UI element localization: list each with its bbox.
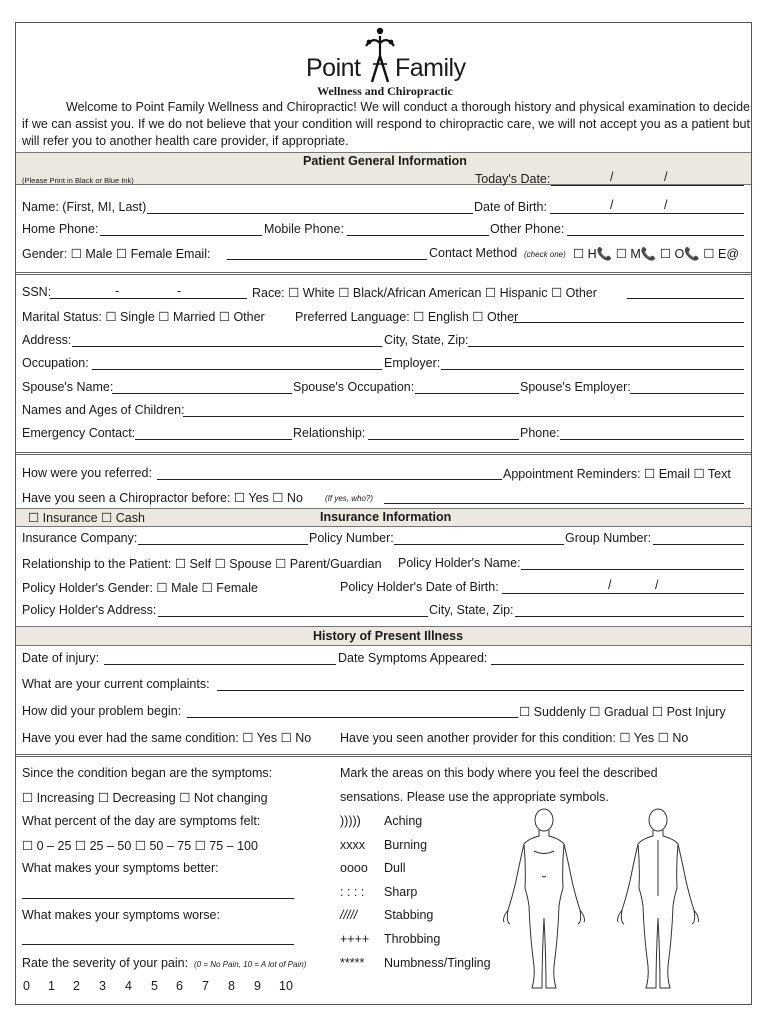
relationship-to-patient[interactable]: Relationship to the Patient: ☐ Self ☐ Spouse ☐ Parent/Guardian bbox=[22, 557, 382, 571]
city-state-zip-label: City, State, Zip: bbox=[384, 333, 469, 347]
spouse-employer-field[interactable] bbox=[630, 393, 744, 394]
mobile-phone-field[interactable] bbox=[347, 235, 489, 236]
date-slash: / bbox=[664, 198, 668, 212]
mark-areas-line1: Mark the areas on this body where you feel the described bbox=[340, 766, 658, 780]
scale-option[interactable]: 8 bbox=[228, 979, 235, 993]
legend-symbol: ++++ bbox=[340, 932, 370, 946]
current-complaints-field[interactable] bbox=[217, 690, 744, 691]
legend-symbol: : : : : bbox=[340, 885, 365, 899]
referred-label: How were you referred: bbox=[22, 466, 152, 480]
insurance-company-field[interactable] bbox=[138, 544, 308, 545]
scale-option[interactable]: 1 bbox=[48, 979, 55, 993]
referred-field[interactable] bbox=[157, 479, 502, 480]
section-title-insurance: Insurance Information bbox=[320, 510, 452, 524]
another-provider[interactable]: Have you seen another provider for this condition: ☐ Yes ☐ No bbox=[340, 731, 689, 745]
divider bbox=[16, 272, 751, 275]
legend-label: Dull bbox=[384, 861, 406, 875]
since-condition-label: Since the condition began are the symptoms: bbox=[22, 766, 273, 780]
scale-option[interactable]: 0 bbox=[23, 979, 30, 993]
scale-option[interactable]: 7 bbox=[202, 979, 209, 993]
date-slash: / bbox=[608, 578, 612, 592]
emergency-contact-field[interactable] bbox=[135, 439, 292, 440]
race-other-field[interactable] bbox=[627, 298, 744, 299]
scale-option[interactable]: 6 bbox=[176, 979, 183, 993]
symptom-trend-options[interactable]: ☐ Increasing ☐ Decreasing ☐ Not changing bbox=[22, 791, 268, 805]
severity-note: (0 = No Pain, 10 = A lot of Pain) bbox=[194, 960, 307, 969]
policy-holder-address-field[interactable] bbox=[158, 616, 428, 617]
legend-label: Sharp bbox=[384, 885, 418, 899]
relationship-field[interactable] bbox=[368, 439, 519, 440]
section-title-history: History of Present Illness bbox=[313, 629, 464, 643]
scale-option[interactable]: 5 bbox=[151, 979, 158, 993]
current-complaints-label: What are your current complaints: bbox=[22, 677, 210, 691]
policy-number-label: Policy Number: bbox=[309, 531, 394, 545]
contact-method-label: Contact Method bbox=[429, 246, 518, 260]
email-field[interactable] bbox=[227, 259, 427, 260]
chiropractor-before[interactable]: Have you seen a Chiropractor before: ☐ Yes ☐ No bbox=[22, 491, 303, 505]
problem-begin-options[interactable]: ☐ Suddenly ☐ Gradual ☐ Post Injury bbox=[519, 705, 726, 719]
better-field[interactable] bbox=[22, 898, 294, 899]
policy-holder-dob-label: Policy Holder's Date of Birth: bbox=[340, 580, 499, 594]
mobile-phone-label: Mobile Phone: bbox=[264, 222, 344, 236]
date-slash: / bbox=[610, 170, 614, 184]
legend-label: Burning bbox=[384, 838, 428, 852]
phone-field[interactable] bbox=[560, 439, 744, 440]
spouse-employer-label: Spouse's Employer: bbox=[520, 380, 631, 394]
policy-holder-address-label: Policy Holder's Address: bbox=[22, 603, 157, 617]
legend-label: Aching bbox=[384, 814, 423, 828]
section-title-general: Patient General Information bbox=[303, 154, 467, 168]
legend-symbol: ))))) bbox=[340, 814, 361, 828]
better-label: What makes your symptoms better: bbox=[22, 861, 219, 875]
spouse-occupation-field[interactable] bbox=[415, 393, 519, 394]
occupation-field[interactable] bbox=[92, 369, 382, 370]
ssn-dash: - bbox=[115, 284, 120, 298]
date-symptoms-field[interactable] bbox=[491, 664, 744, 665]
language-other-field[interactable] bbox=[513, 322, 744, 323]
occupation-label: Occupation: bbox=[22, 356, 89, 370]
date-symptoms-label: Date Symptoms Appeared: bbox=[338, 651, 488, 665]
todays-date-field[interactable] bbox=[551, 185, 744, 186]
employer-field[interactable] bbox=[441, 369, 744, 370]
scale-option[interactable]: 3 bbox=[99, 979, 106, 993]
insurance-city-state-zip-field[interactable] bbox=[515, 616, 744, 617]
policy-holder-dob-field[interactable] bbox=[502, 593, 744, 594]
policy-holder-gender[interactable]: Policy Holder's Gender: ☐ Male ☐ Female bbox=[22, 581, 258, 595]
contact-method-options[interactable]: ☐ H📞 ☐ M📞 ☐ O📞 ☐ E@ bbox=[573, 247, 740, 261]
logo-subtitle: Wellness and Chiropractic bbox=[317, 84, 453, 98]
todays-date-label: Today's Date: bbox=[475, 172, 551, 186]
payment-options[interactable]: ☐ Insurance ☐ Cash bbox=[28, 511, 145, 525]
date-slash: / bbox=[655, 578, 659, 592]
insurance-city-state-zip-label: City, State, Zip: bbox=[429, 603, 514, 617]
welcome-paragraph: Welcome to Point Family Wellness and Chiropractic! We will conduct a thorough history and physical examination to decide if we can assist you. If we do not believe that your condition will respond to chiropractic care, we will not accept you as a patient but will refer you to another health care provider, if appropriate. bbox=[22, 100, 750, 148]
appointment-reminders[interactable]: Appointment Reminders: ☐ Email ☐ Text bbox=[503, 467, 731, 481]
date-of-injury-field[interactable] bbox=[104, 664, 336, 665]
date-slash: / bbox=[610, 198, 614, 212]
legend-symbol: ***** bbox=[340, 956, 365, 970]
logo-right-word: Family bbox=[395, 54, 466, 82]
legend-symbol: ///// bbox=[340, 908, 358, 922]
name-field[interactable] bbox=[147, 213, 473, 214]
children-field[interactable] bbox=[183, 416, 744, 417]
scale-option[interactable]: 4 bbox=[125, 979, 132, 993]
body-front-diagram[interactable] bbox=[498, 806, 590, 996]
severity-label: Rate the severity of your pain: bbox=[22, 956, 189, 970]
spouse-name-field[interactable] bbox=[112, 393, 292, 394]
ssn-label: SSN: bbox=[22, 285, 52, 299]
city-state-zip-field[interactable] bbox=[468, 346, 744, 347]
phone-label: Phone: bbox=[520, 426, 560, 440]
policy-number-field[interactable] bbox=[394, 544, 564, 545]
same-condition[interactable]: Have you ever had the same condition: ☐ Yes ☐ No bbox=[22, 731, 312, 745]
name-label: Name: (First, MI, Last) bbox=[22, 200, 147, 214]
body-back-diagram[interactable] bbox=[612, 806, 704, 996]
legend-label: Numbness/Tingling bbox=[384, 956, 491, 970]
legend-label: Stabbing bbox=[384, 908, 434, 922]
other-phone-label: Other Phone: bbox=[490, 222, 565, 236]
legend-label: Throbbing bbox=[384, 932, 441, 946]
print-note: (Please Print in Black or Blue Ink) bbox=[22, 176, 134, 185]
policy-holder-name-label: Policy Holder's Name: bbox=[398, 556, 521, 570]
address-field[interactable] bbox=[72, 346, 382, 347]
date-of-injury-label: Date of injury: bbox=[22, 651, 100, 665]
policy-holder-name-field[interactable] bbox=[521, 569, 744, 570]
group-number-field[interactable] bbox=[653, 544, 744, 545]
if-yes-note: (If yes, who?) bbox=[325, 494, 374, 503]
home-phone-field[interactable] bbox=[100, 235, 262, 236]
scale-option[interactable]: 9 bbox=[254, 979, 261, 993]
race-label[interactable]: Race: ☐ White ☐ Black/African American ☐ Hispanic ☐ Other bbox=[252, 286, 597, 300]
check-one-note: (check one) bbox=[524, 250, 566, 259]
gender-email-label: Gender: ☐ Male ☐ Female Email: bbox=[22, 247, 211, 261]
worse-label: What makes your symptoms worse: bbox=[22, 908, 220, 922]
worse-field[interactable] bbox=[22, 944, 294, 945]
group-number-label: Group Number: bbox=[565, 531, 652, 545]
divider bbox=[16, 754, 751, 757]
preferred-language[interactable]: Preferred Language: ☐ English ☐ Other bbox=[295, 310, 519, 324]
dob-field[interactable] bbox=[550, 213, 744, 214]
divider bbox=[16, 452, 751, 455]
children-label: Names and Ages of Children: bbox=[22, 403, 185, 417]
legend-symbol: oooo bbox=[340, 861, 368, 875]
ssn-field[interactable] bbox=[50, 298, 247, 299]
chiropractor-who-field[interactable] bbox=[384, 503, 744, 504]
logo-left-word: Point bbox=[306, 54, 361, 82]
problem-begin-field[interactable] bbox=[187, 717, 518, 718]
home-phone-label: Home Phone: bbox=[22, 222, 99, 236]
insurance-company-label: Insurance Company: bbox=[22, 531, 138, 545]
relationship-label: Relationship: bbox=[293, 426, 366, 440]
date-slash: / bbox=[664, 170, 668, 184]
scale-option[interactable]: 10 bbox=[279, 979, 293, 993]
employer-label: Employer: bbox=[384, 356, 441, 370]
ssn-dash: - bbox=[177, 284, 182, 298]
spouse-occupation-label: Spouse's Occupation: bbox=[293, 380, 415, 394]
spouse-name-label: Spouse's Name: bbox=[22, 380, 114, 394]
percent-options[interactable]: ☐ 0 – 25 ☐ 25 – 50 ☐ 50 – 75 ☐ 75 – 100 bbox=[22, 839, 258, 853]
percent-label: What percent of the day are symptoms felt: bbox=[22, 814, 261, 828]
problem-begin-label: How did your problem begin: bbox=[22, 704, 182, 718]
logo-figure-icon bbox=[362, 26, 398, 84]
mark-areas-line2: sensations. Please use the appropriate symbols. bbox=[340, 790, 609, 804]
scale-option[interactable]: 2 bbox=[73, 979, 80, 993]
marital-status[interactable]: Marital Status: ☐ Single ☐ Married ☐ Other bbox=[22, 310, 265, 324]
dob-label: Date of Birth: bbox=[474, 200, 547, 214]
address-label: Address: bbox=[22, 333, 72, 347]
legend-symbol: xxxx bbox=[340, 838, 365, 852]
emergency-contact-label: Emergency Contact: bbox=[22, 426, 136, 440]
other-phone-field[interactable] bbox=[567, 235, 744, 236]
